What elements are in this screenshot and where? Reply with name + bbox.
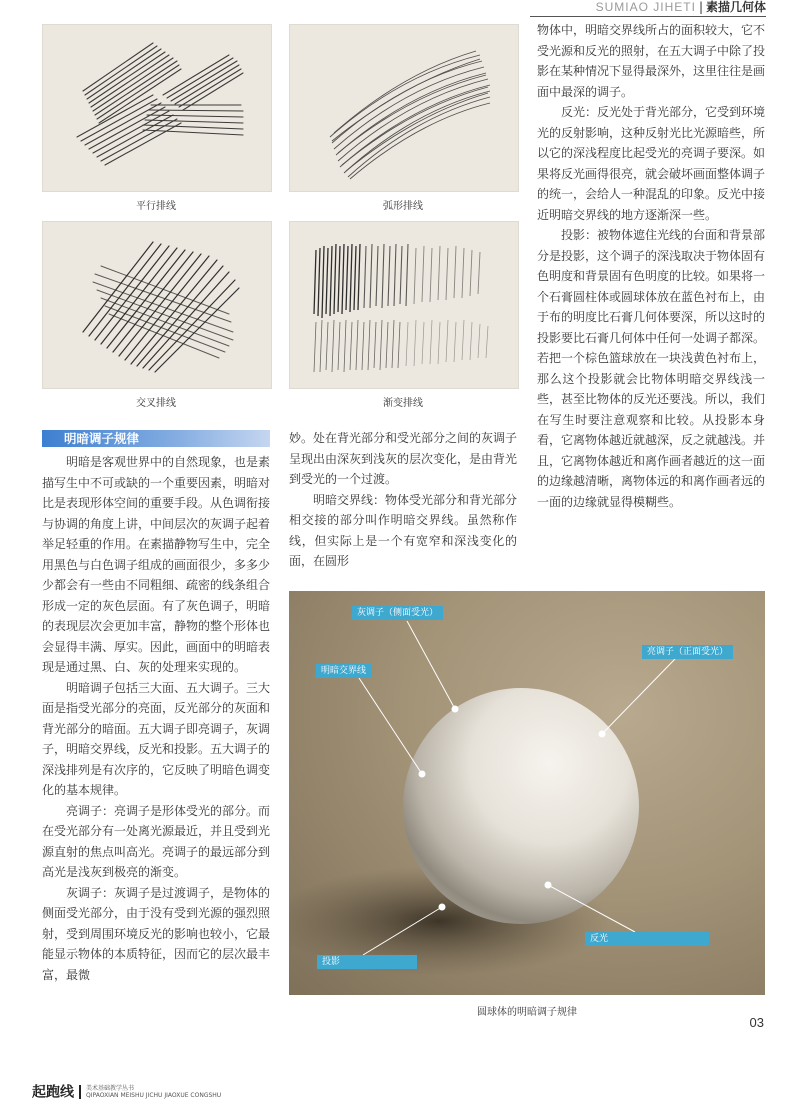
label-gray-tone: 灰调子（侧面受光） — [352, 606, 443, 620]
sketch-cross — [42, 221, 272, 389]
paragraph: 投影：被物体遮住光线的台面和背景部分是投影，这个调子的深浅取决于物体固有色明度和背景固有色明度的比较。如果将一个石膏圆柱体或圆球体放在蓝色衬布上，由于布的明度比石膏几何体要深，所以这时的投影要比石膏几何体中任何一处调子都深。若把一个棕色篮球放在一块浅黄色衬布上，那么这个投影就会比物体明暗交界线浅一些，甚至比物体的反光还要浅。所以，我们在写生时要注意观察和比较。从投影本身看，它离物体越近就越深，反之就越浅。并且，它离物体越近和离作画者越近的这一面的边缘越清晰，离物体远的和离作画者远的一面的边缘就显得模糊些。 — [537, 228, 766, 509]
text-column-1 — [42, 452, 270, 985]
paragraph: 明暗调子包括三大面、五大调子。三大面是指受光部分的亮面，反光部分的灰面和背光部分的暗面。五大调子即亮调子，灰调子，明暗交界线，反光和投影。五大调子的深浅排列是有次序的，它反映了明暗色调变化的基本规律。 — [42, 680, 271, 797]
header-cn: 素描几何体 — [705, 0, 766, 14]
paragraph: 灰调子：灰调子是过渡调子，是物体的侧面受光部分，由于没有受到光源的强烈照射，受到周围环境反光的影响也较小，它最能显示物体的本质特征，因而它的层次最丰富，最微 — [42, 885, 271, 982]
caption-gradient: 渐变排线 — [383, 398, 423, 409]
paragraph: 明暗交界线：物体受光部分和背光部分相交接的部分叫作明暗交界线。虽然称作线，但实际上是一个有宽窄和深浅变化的面，在圆形 — [289, 492, 518, 568]
sketch-parallel — [42, 24, 272, 192]
gradient-hatching-illustration — [290, 222, 518, 388]
photo-caption: 圆球体的明暗调子规律 — [477, 1007, 577, 1018]
footer-divider — [79, 1085, 81, 1099]
label-reflected-light: 反光 — [585, 932, 709, 946]
parallel-hatching-illustration — [43, 25, 271, 191]
page-number: 03 — [749, 1015, 764, 1030]
caption-arc: 弧形排线 — [383, 201, 423, 212]
section-title: 明暗调子规律 — [42, 430, 270, 447]
text-column-3 — [537, 20, 765, 512]
caption-parallel: 平行排线 — [136, 201, 176, 212]
running-header — [596, 0, 766, 14]
label-cast-shadow: 投影 — [317, 955, 417, 969]
paragraph: 物体中，明暗交界线所占的面积较大，它不受光源和反光的照射，在五大调子中除了投影在某种情况下显得最深外，这里往往是画面中最深的调子。 — [537, 23, 766, 99]
header-separator: | — [698, 0, 703, 14]
paragraph: 妙。处在背光部分和受光部分之间的灰调子呈现出由深灰到浅灰的层次变化，是由背光到受光的一个过渡。 — [289, 431, 518, 486]
footer-brand: 起跑线 — [32, 1084, 74, 1101]
footer-series-pinyin: QIPAOXIAN MEISHU JICHU JIAOXUE CONGSHU — [86, 1091, 222, 1099]
sphere-photo — [289, 591, 765, 995]
footer-series-cn: 美术基础教学丛书 — [86, 1084, 135, 1092]
paragraph: 反光：反光处于背光部分，它受到环境光的反射影响，这种反射光比光源暗些，所以它的深浅程度比起受光的亮调子要深。如果将反光画得很亮，就会破坏画面整体调子的统一，会给人一种混乱的印象。反光中接近明暗交界线的地方逐渐深一些。 — [537, 105, 766, 222]
header-en: SUMIAO JIHETI — [595, 0, 696, 14]
cross-hatching-illustration — [43, 222, 271, 388]
paragraph: 亮调子：亮调子是形体受光的部分。而在受光部分有一处离光源最近，并且受到光源直射的焦点叫高光。亮调子的最远部分到高光是浅灰到极亮的渐变。 — [42, 803, 271, 879]
sketch-gradient — [289, 221, 519, 389]
label-light-tone: 亮调子（正面受光） — [642, 645, 733, 659]
sketch-arc — [289, 24, 519, 192]
label-terminator: 明暗交界线 — [316, 664, 371, 678]
caption-cross: 交叉排线 — [136, 398, 176, 409]
footer — [32, 1081, 221, 1099]
footer-series — [86, 1085, 221, 1099]
arc-hatching-illustration — [290, 25, 518, 191]
text-column-2 — [289, 428, 517, 572]
header-rule — [530, 16, 766, 17]
paragraph: 明暗是客观世界中的自然现象，也是素描写生中不可或缺的一个重要因素，明暗对比是表现形体空间的重要手段。从色调衔接与协调的角度上讲，中间层次的灰调子起着举足轻重的作用。在素描静物写生中，完全用黑色与白色调子组成的画面很少，多多少少都会有一些由不同粗细、疏密的线条组合形成一定的灰色层面。有了灰色调子，明暗的表现层次会更加丰富，静物的整个形体也会显得丰满、厚实。因此，画面中的明暗表现是通过黑、白、灰的处理来实现的。 — [42, 455, 271, 674]
